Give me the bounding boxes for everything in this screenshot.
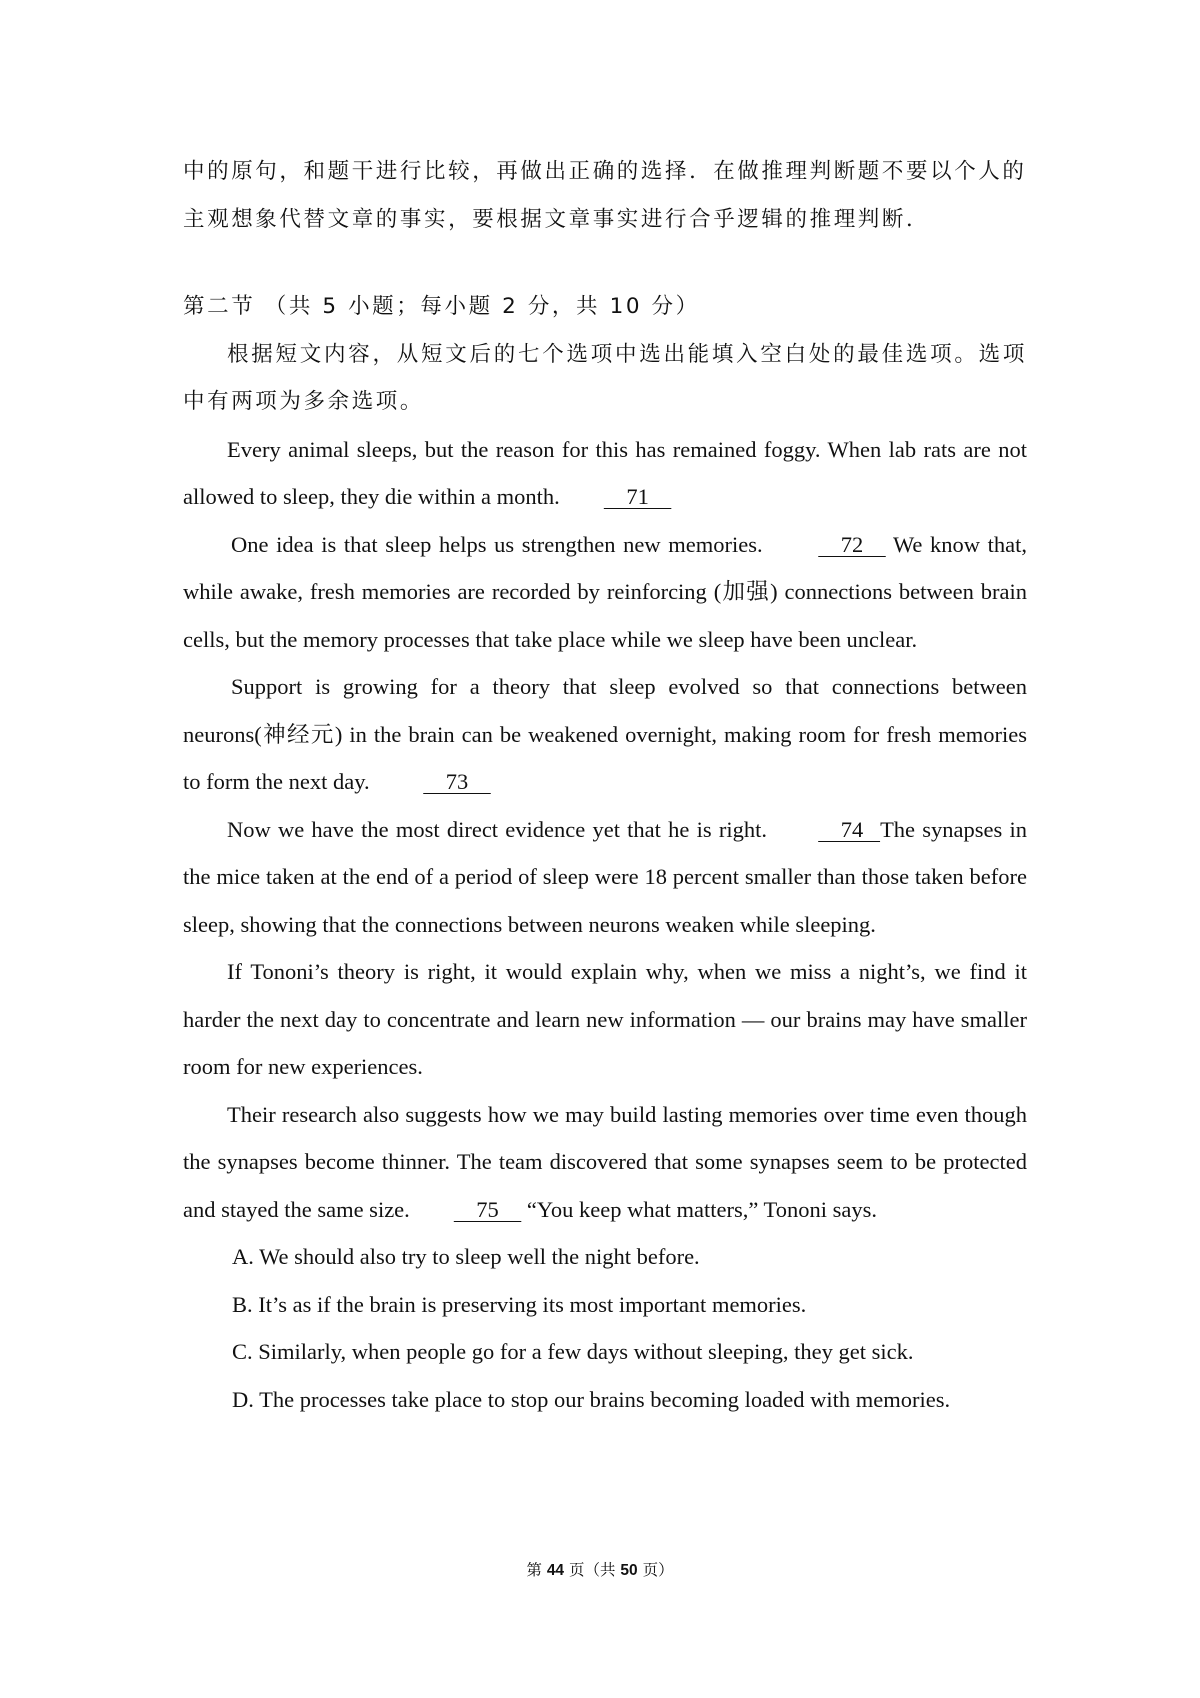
passage-paragraph-4 [183, 806, 1027, 949]
passage-paragraph-1 [183, 426, 1027, 521]
paragraph-2-text-after: We know that, while awake, fresh memories are recorded by reinforcing (加强) connections between brain cells, but the memory processes that take place while we sleep have been unclear. [183, 531, 1027, 652]
paragraph-4-text-after: The synapses in the mice taken at the end of a period of sleep were 18 percent smaller than those taken before sleep, showing that the connections between neurons weaken while sleeping. [183, 816, 1027, 937]
paragraph-6-text-after: “You keep what matters,” Tononi says. [521, 1196, 877, 1222]
footer-suffix: 页） [637, 1561, 674, 1579]
section-instructions: 根据短文内容，从短文后的七个选项中选出能填入空白处的最佳选项。选项中有两项为多余选项。 [183, 341, 1027, 414]
passage-paragraph-5: If Tononi’s theory is right, it would explain why, when we miss a night’s, we find it harder the next day to concentrate and learn new information — our brains may have smaller room for new experiences. [183, 959, 1027, 1079]
paragraph-3-text: Support is growing for a theory that sleep evolved so that connections between neurons(神经元) in the brain can be weakened overnight, making room for fresh memories to form the next day. [183, 674, 1027, 794]
intro-line-2: 主观想象代替文章的事实，要根据文章事实进行合乎逻辑的推理判断． [183, 206, 931, 232]
footer-middle: 页（共 [564, 1561, 621, 1579]
option-a: A. We should also try to sleep well the night before. [232, 1244, 700, 1269]
paragraph-2-text-before: One idea is that sleep helps us strengthen new memories. [231, 531, 771, 557]
footer-total-pages: 50 [620, 1562, 638, 1579]
option-d: D. The processes take place to stop our brains becoming loaded with memories. [232, 1386, 951, 1412]
passage-paragraph-3 [183, 663, 1027, 806]
paragraph-1-text: Every animal sleeps, but the reason for this has remained foggy. When lab rats are not allowed to sleep, they die within a month. [183, 436, 1027, 509]
blank-74: 74 [818, 816, 881, 842]
page-content [183, 148, 1027, 1423]
page-footer [0, 1558, 1200, 1580]
footer-prefix: 第 [526, 1561, 547, 1579]
blank-75: 75 [453, 1196, 522, 1222]
passage-paragraph-2 [183, 521, 1027, 664]
section-heading: 第二节 （共 5 小题；每小题 2 分，共 10 分） [183, 294, 700, 319]
passage-paragraph-6 [183, 1091, 1027, 1234]
paragraph-4-text-before: Now we have the most direct evidence yet that he is right. [227, 816, 775, 842]
blank-73: 73 [423, 769, 491, 794]
footer-page-number: 44 [546, 1562, 565, 1579]
option-b: B. It’s as if the brain is preserving its most important memories. [232, 1291, 807, 1317]
blank-71: 71 [603, 484, 672, 509]
paragraph-6-text-before: Their research also suggests how we may build lasting memories over time even though the synapses become thinner. The team discovered that some synapses seem to be protected and stayed the same size. [183, 1101, 1027, 1222]
intro-line-1: 中的原句，和题干进行比较，再做出正确的选择．在做推理判断题不要以个人的 [183, 159, 1027, 184]
blank-72: 72 [818, 531, 886, 557]
option-c: C. Similarly, when people go for a few days without sleeping, they get sick. [232, 1339, 914, 1364]
